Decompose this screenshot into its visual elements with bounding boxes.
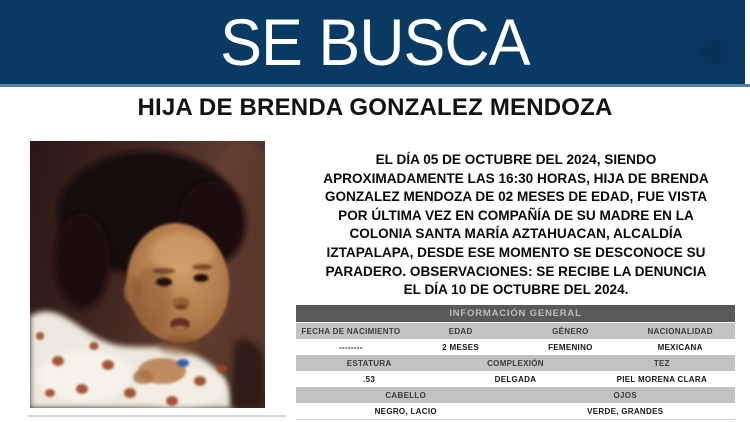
value-cell-cabello: NEGRO, LACIO xyxy=(374,406,437,416)
subject-name-heading: HIJA DE BRENDA GONZALEZ MENDOZA xyxy=(137,94,613,121)
missing-baby-photo xyxy=(30,141,265,408)
description-line: PARADERO. OBSERVACIONES: SE RECIBE LA DENUNCIA xyxy=(325,263,707,279)
value-cell-ojos: VERDE, GRANDES xyxy=(587,406,664,416)
baby-photo-illustration xyxy=(30,141,265,408)
description-line: EL DÍA 10 DE OCTUBRE DEL 2024. xyxy=(403,282,629,298)
value-cell-estatura: .53 xyxy=(363,374,376,384)
value-cell-genero: FEMENINO xyxy=(548,342,593,352)
poster-title xyxy=(0,0,750,84)
description-line: EL DÍA 05 DE OCTUBRE DEL 2024, SIENDO xyxy=(375,152,657,167)
description-line: POR ÚLTIMA VEZ EN COMPAÑÍA DE SU MADRE EN LA xyxy=(338,207,694,223)
case-description xyxy=(296,151,736,300)
banner-accent-line xyxy=(0,84,750,87)
table-header-row xyxy=(296,355,735,371)
value-cell-nacionalidad: MEXICANA xyxy=(657,342,703,352)
info-table-title: INFORMACIÓN GENERAL xyxy=(296,305,735,322)
value-cell-fecha-nacimiento: -------- xyxy=(339,342,363,352)
poster-title-text: SE BUSCA xyxy=(220,5,530,79)
header-cell-ojos: OJOS xyxy=(613,390,637,400)
description-line: IZTAPALAPA, DESDE ESE MOMENTO SE DESCONOCE SU xyxy=(326,244,706,260)
description-line: GONZALEZ MENDOZA DE 02 MESES DE EDAD, FUE VISTA xyxy=(324,189,708,205)
value-cell-tez: PIEL MORENA CLARA xyxy=(616,374,708,384)
description-line: APROXIMADAMENTE LAS 16:30 HORAS, HIJA DE BRENDA xyxy=(323,170,709,186)
general-information-table xyxy=(296,305,735,420)
header-cell-tez: TEZ xyxy=(653,358,670,368)
table-value-row xyxy=(296,403,735,419)
header-cell-cabello: CABELLO xyxy=(385,390,427,400)
photo-bottom-border xyxy=(28,415,286,417)
value-cell-complexion: DELGADA xyxy=(494,374,537,384)
table-value-row xyxy=(296,371,735,387)
top-banner xyxy=(0,0,750,87)
table-header-row xyxy=(296,387,735,403)
header-cell-estatura: ESTATURA xyxy=(346,358,392,368)
header-cell-genero: GÉNERO xyxy=(552,326,589,336)
header-cell-fecha-nacimiento: FECHA DE NACIMIENTO xyxy=(301,326,401,336)
value-cell-edad: 2 MESES xyxy=(442,342,480,352)
table-header-row xyxy=(296,323,735,339)
header-cell-edad: EDAD xyxy=(448,326,473,336)
header-cell-complexion: COMPLEXIÓN xyxy=(487,358,544,368)
description-line: COLONIA SANTA MARÍA AZTAHUACAN, ALCALDÍA xyxy=(349,226,683,242)
header-cell-nacionalidad: NACIONALIDAD xyxy=(647,326,713,336)
table-value-row xyxy=(296,339,735,355)
